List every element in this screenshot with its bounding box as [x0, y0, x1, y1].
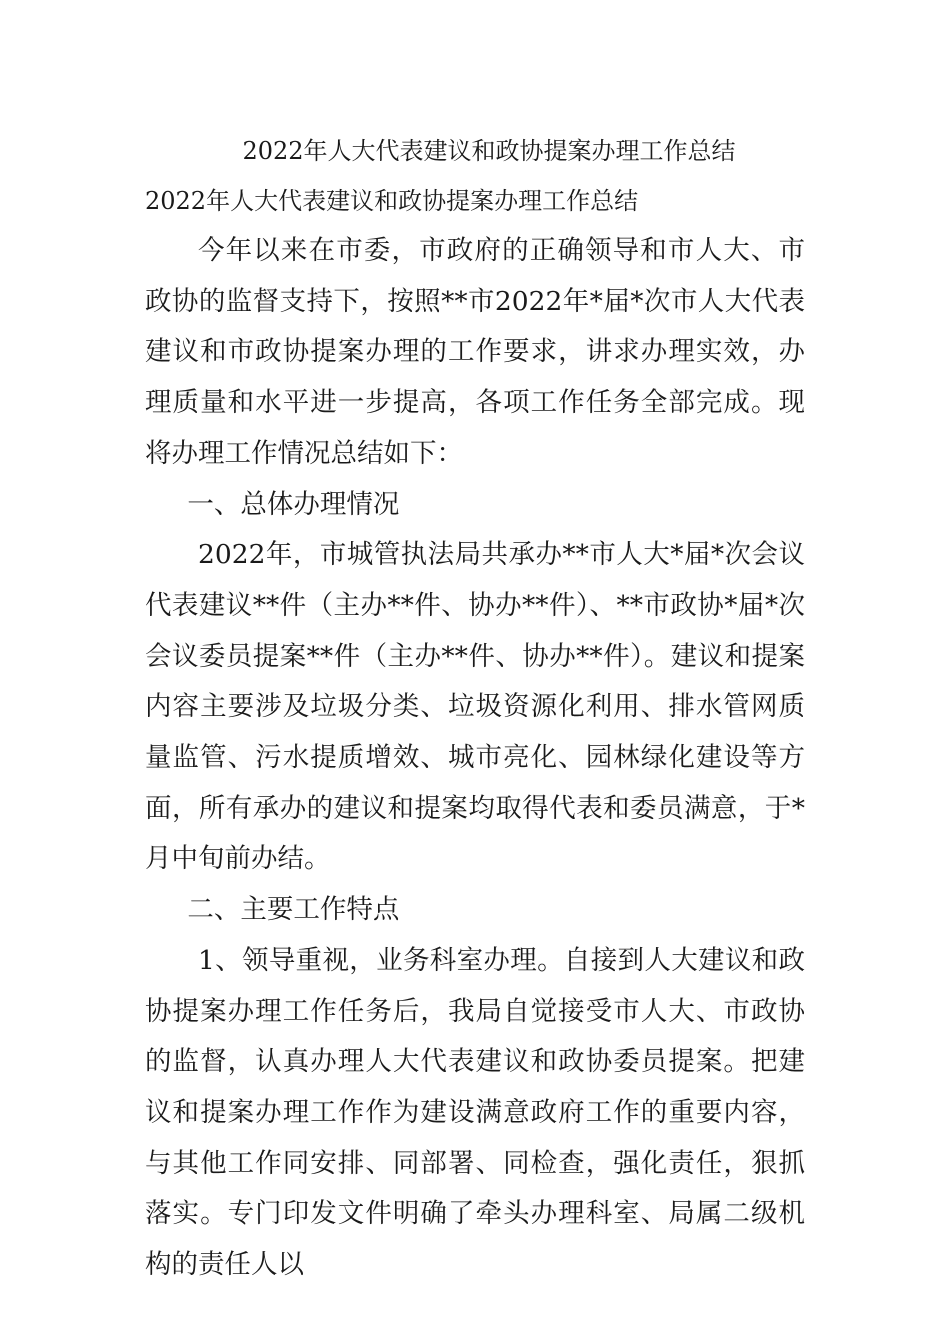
document-body — [145, 226, 805, 1291]
document-subtitle: 2022年人大代表建议和政协提案办理工作总结 — [145, 187, 639, 215]
paragraph-intro: 今年以来在市委，市政府的正确领导和市人大、市政协的监督支持下，按照**市2022年*届*次市人大代表建议和市政协提案办理的工作要求，讲求办理实效，办理质量和水平进一步提高，各项工作任务全部完成。现将办理工作情况总结如下： — [145, 235, 805, 469]
paragraph-feature-1: 1、领导重视，业务科室办理。自接到人大建议和政协提案办理工作任务后，我局自觉接受市人大、市政协的监督，认真办理人大代表建议和政协委员提案。把建议和提案办理工作作为建设满意政府工作的重要内容，与其他工作同安排、同部署、同检查，强化责任，狠抓落实。专门印发文件明确了牵头办理科室、局属二级机构的责任人以 — [145, 944, 805, 1281]
section-heading-overall: 一、总体办理情况 — [187, 488, 400, 520]
paragraph-overall: 2022年，市城管执法局共承办**市人大*届*次会议代表建议**件（主办**件、协办**件）、**市政协*届*次会议委员提案**件（主办**件、协办**件）。建议和提案内容主要涉及垃圾分类、垃圾资源化利用、排水管网质量监管、污水提质增效、城市亮化、园林绿化建设等方面，所有承办的建议和提案均取得代表和委员满意，于*月中旬前办结。 — [145, 539, 805, 875]
section-heading-features: 二、主要工作特点 — [187, 894, 400, 926]
document-title: 2022年人大代表建议和政协提案办理工作总结 — [242, 137, 736, 165]
